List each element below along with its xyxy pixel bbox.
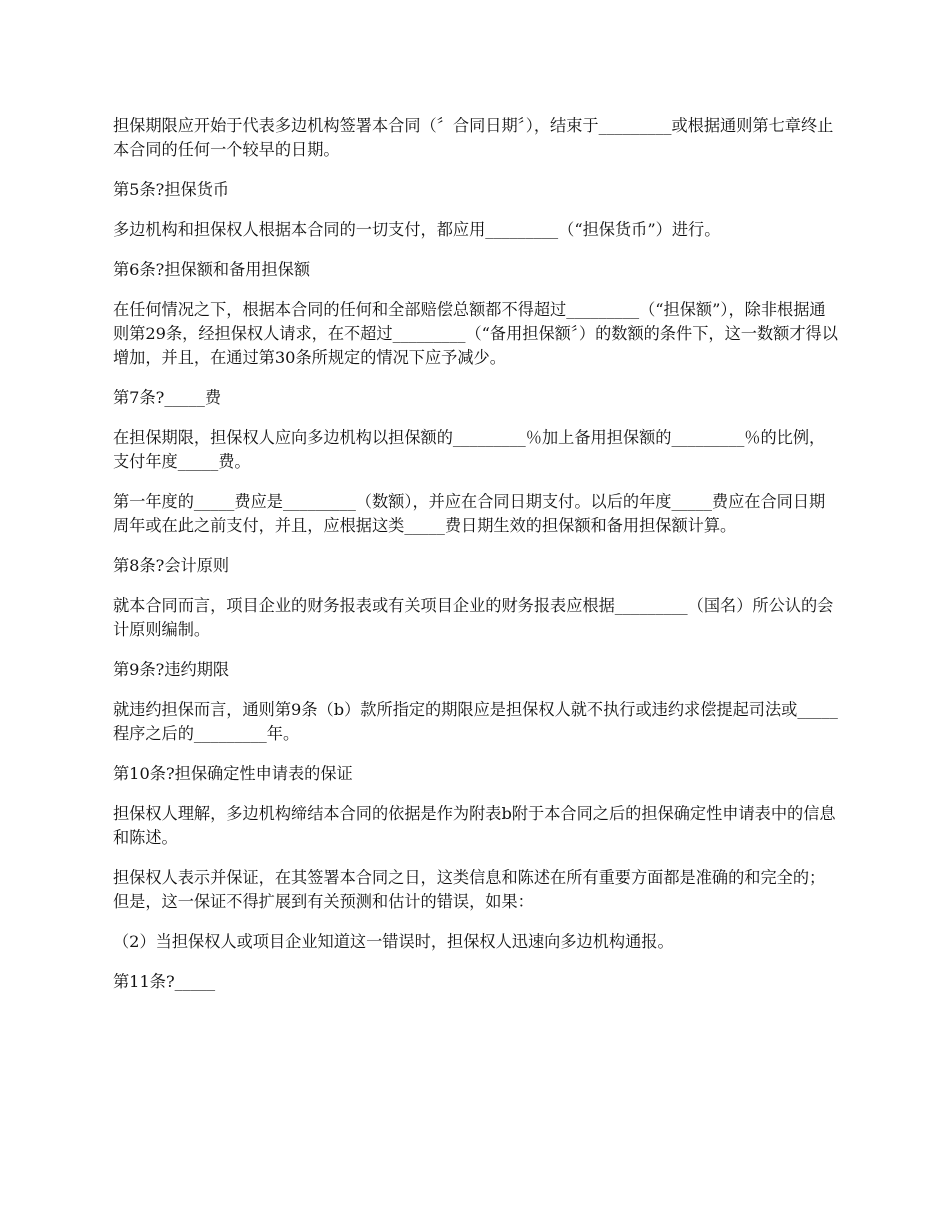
paragraph-representation-warranty: 担保权人表示并保证，在其签署本合同之日，这类信息和陈述在所有重要方面都是准确的和完全的；但是，这一保证不得扩展到有关预测和估计的错误，如果：	[113, 868, 826, 911]
heading-article-10: 第10条?担保确定性申请表的保证	[113, 764, 353, 783]
heading-article-6: 第6条?担保额和备用担保额	[113, 260, 311, 279]
heading-article-11: 第11条?_____	[113, 972, 216, 991]
paragraph-guarantee-period: 担保期限应开始于代表多边机构签署本合同（〞合同日期〞），结束于_________或根据通则第七章终止本合同的任何一个较早的日期。	[113, 116, 834, 159]
paragraph-guarantee-amount: 在任何情况之下，根据本合同的任何和全部赔偿总额都不得超过_________（“担保额”），除非根据通则第29条，经担保权人请求，在不超过_________（“备用担保额〞）的数额的条件下，这一数额才得以增加，并且，在通过第30条所规定的情况下应予减少。	[113, 300, 838, 367]
paragraph-notification-clause: （2）当担保权人或项目企业知道这一错误时，担保权人迅速向多边机构通报。	[113, 932, 674, 951]
heading-article-9: 第9条?违约期限	[113, 660, 230, 679]
heading-article-5: 第5条?担保货币	[113, 180, 230, 199]
paragraph-annual-fee: 在担保期限，担保权人应向多边机构以担保额的_________％加上备用担保额的_________％的比例，支付年度_____费。	[113, 428, 826, 471]
heading-article-8: 第8条?会计原则	[113, 556, 230, 575]
paragraph-guarantee-currency: 多边机构和担保权人根据本合同的一切支付，都应用_________（“担保货币”）进行。	[113, 220, 721, 239]
paragraph-default-period: 就违约担保而言，通则第9条（b）款所指定的期限应是担保权人就不执行或违约求偿提起司法或_____程序之后的_________年。	[113, 700, 838, 743]
heading-article-7: 第7条?_____费	[113, 388, 222, 407]
paragraph-application-basis: 担保权人理解，多边机构缔结本合同的依据是作为附表b附于本合同之后的担保确定性申请表中的信息和陈述。	[113, 804, 836, 847]
paragraph-first-year-fee: 第一年度的_____费应是_________（数额），并应在合同日期支付。以后的年度_____费应在合同日期周年或在此之前支付，并且，应根据这类_____费日期生效的担保额和备用担保额计算。	[113, 492, 826, 535]
document-body	[113, 114, 841, 1010]
paragraph-accounting-principles: 就本合同而言，项目企业的财务报表或有关项目企业的财务报表应根据_________（国名）所公认的会计原则编制。	[113, 596, 834, 639]
